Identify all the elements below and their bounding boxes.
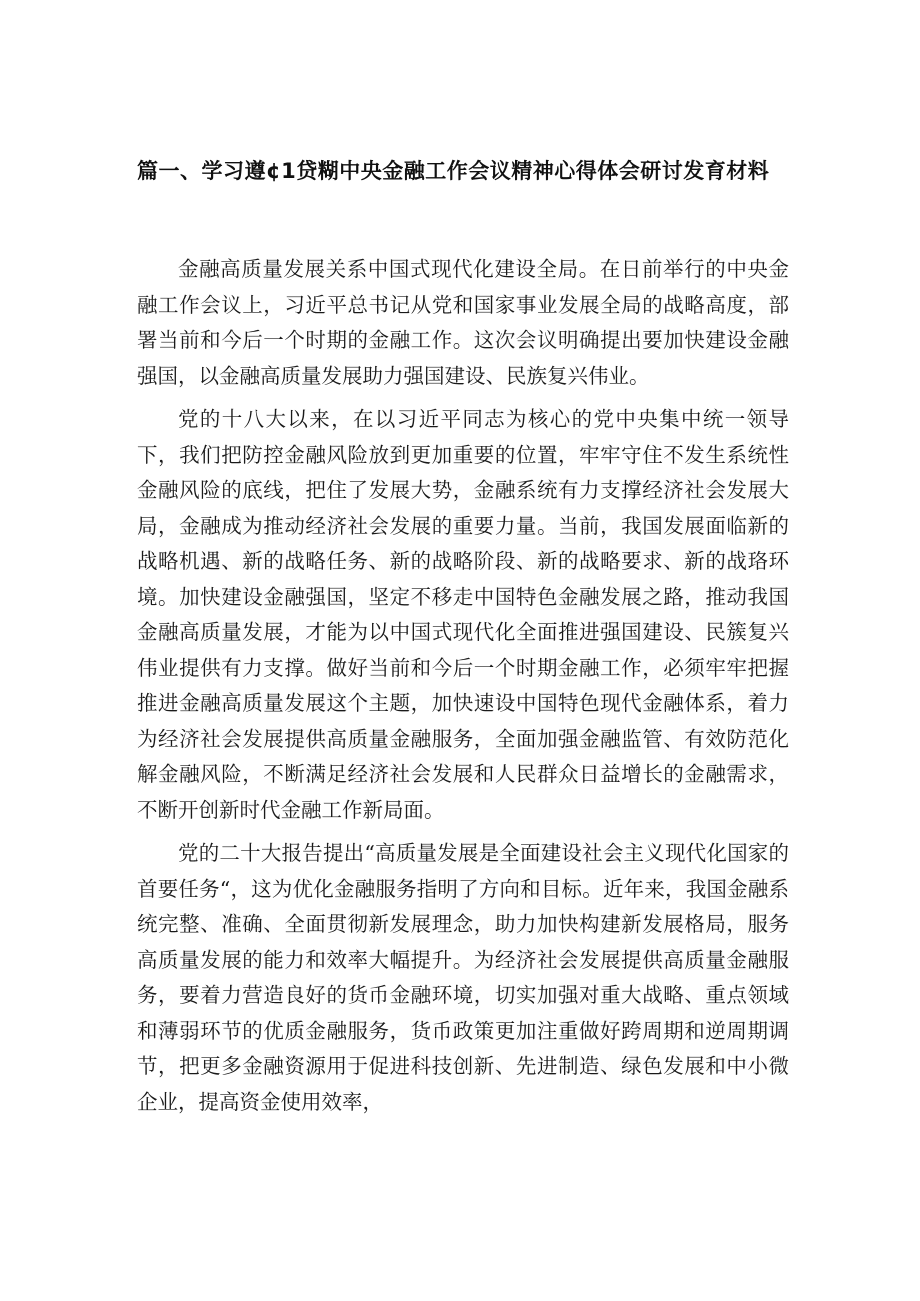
document-title: 篇一、学习遵¢1贷糊中央金融工作会议精神心得体会研讨发育材料 bbox=[137, 159, 770, 183]
paragraph-1: 金融高质量发展关系中国式现代化建设全局。在日前举行的中央金融工作会议上，习近平总书记从党和国家事业发展全局的战略高度，部署当前和今后一个时期的金融工作。这次会议明确提出要加快建设金融强国，以金融高质量发展助力强国建设、民族复兴伟业。 bbox=[137, 257, 789, 388]
paragraph-3: 党的二十大报告提出“高质量发展是全面建设社会主义现代化国家的首要任务“，这为优化金融服务指明了方向和目标。近年来，我国金融系统完整、准确、全面贯彻新发展理念，助力加快构建新发展格局，服务高质量发展的能力和效率大幅提升。为经济社会发展提供高质量金融服务，要着力营造良好的货币金融环境，切实加强对重大战略、重点领域和薄弱环节的优质金融服务，货币政策更加注重做好跨周期和逆周期调节，把更多金融资源用于促进科技创新、先进制造、绿色发展和中小微企业，提高资金使用效率， bbox=[137, 841, 789, 1114]
paragraph-2: 党的十八大以来，在以习近平同志为核心的党中央集中统一领导下，我们把防控金融风险放到更加重要的位置，牢牢守住不发生系统性金融风险的底线，把住了发展大势，金融系统有力支撑经济社会发展大局，金融成为推动经济社会发展的重要力量。当前，我国发展面临新的战略机遇、新的战略任务、新的战略阶段、新的战略要求、新的战珞环境。加快建设金融强国，坚定不移走中国特色金融发展之路，推动我国金融高质量发展，才能为以中国式现代化全面推进强国建设、民簇复兴伟业提供有力支撑。做好当前和今后一个时期金融工作，必须牢牢把握推进金融高质量发展这个主题，加快速设中国特色现代金融体系，着力为经济社会发展提供高质量金融服务，全面加强金融监管、有效防范化解金融风险，不断满足经济社会发展和人民群众日益增长的金融需求，不断开创新时代金融工作新局面。 bbox=[137, 407, 789, 822]
document-body bbox=[137, 252, 789, 1128]
